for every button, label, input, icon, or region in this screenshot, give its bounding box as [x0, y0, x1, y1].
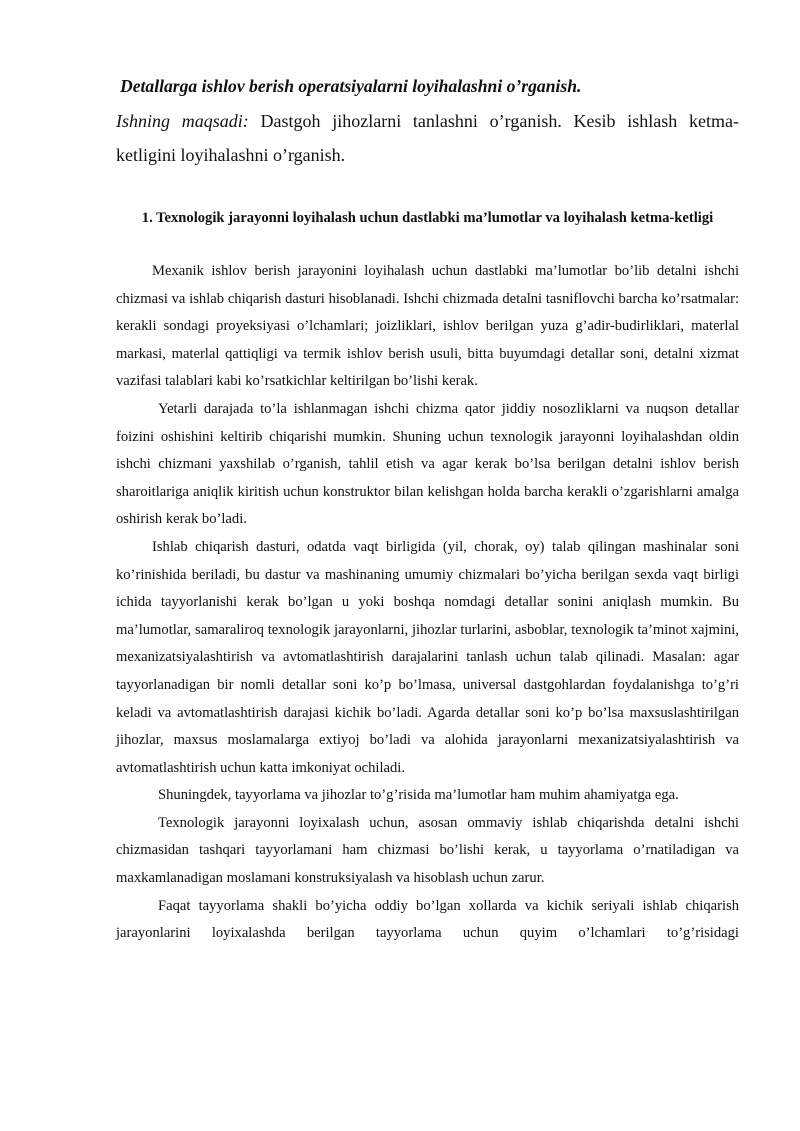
work-goal-label: Ishning maqsadi: — [116, 111, 249, 131]
paragraph-drawing-quality: Yetarli darajada to’la ishlanmagan ishchi chizma qator jiddiy nosozliklarni va nuqson detallar foizini oshishini keltirib chiqarishi mumkin. Shuning uchun texnologik jarayonni loyihalashdan oldin ishchi chizmani yaxshilab o’rganish, tahlil etish va agar kerak bo’lsa berilgan detalni ishlov berish sharoitlariga aniqlik kiritish uchun konstruktor bilan kelishgan holda barcha kerakli o’zgarishlarni amalga oshirish kerak bo’ladi. — [116, 400, 739, 528]
paragraph-production-program: Ishlab chiqarish dasturi, odatda vaqt birligida (yil, chorak, oy) talab qilingan mashinalar soni ko’rinishida beriladi, bu dastur va mashinaning umumiy chizmalari bo’yicha berilgan sexda vaqt birligi ichida tayyorlanishi kerak bo’lgan u yoki boshqa nomdagi detallar sonini aniqlash mumkin. Bu ma’lumotlar, samaraliroq texnologik jarayonlarni, jihozlar turlarini, asboblar, texnologik ta’minot xajmini, mexanizatsiyalashtirish va avtomatlashtirish darajalarini tanlash uchun talab qilinadi. Masalan: agar tayyorlanadigan bir nomli detallar soni ko’p bo’lmasa, universal dastgohlardan foydalanishga to’g’ri keladi va avtomatlashtirish darajasi kichik bo’ladi. Agarda detallar soni ko’p bo’lsa maxsuslashtirilgan jihozlar, maxsus moslamalarga extiyoj bo’ladi va alohida jarayonlarni mexanizatsiyalashtirish va avtomatlashtirish uchun katta imkoniyat ochiladi. — [116, 538, 739, 776]
paragraph-design-requirements: Texnologik jarayonni loyixalash uchun, asosan ommaviy ishlab chiqarishda detalni ishchi chizmasidan tashqari tayyorlamani ham chizmasi bo’lishi kerak, u tayyorlama o’rnatiladigan va maxkamlanadigan moslamani konstruksiyalash va hisoblash uchun zarur. — [116, 814, 739, 887]
work-goal-text: Dastgoh jihozlarni tanlashni o’rganish. Kesib ishlash ketma-ketligini loyihalashni o’rganish. — [116, 111, 740, 165]
paragraph-initial-data: Mexanik ishlov berish jarayonini loyihalash uchun dastlabki ma’lumotlar bo’lib detalni ishchi chizmasi va ishlab chiqarish dasturi hisoblanadi. Ishchi chizmada detalni tasniflovchi barcha ko’rsatmalar: kerakli sondagi proyeksiyasi o’lchamlari; joizliklari, ishlov berilgan yuza g’adir-budirliklari, materlal markasi, materlal qattiqligi va termik ishlov berish usuli, bitta buyumdagi detallar soni, detalni xizmat vazifasi talablari kabi ko’rsatkichlar keltirilgan bo’lishi kerak. — [116, 263, 739, 390]
paragraph-blank-info: Shuningdek, tayyorlama va jihozlar to’g’risida ma’lumotlar ham muhim ahamiyatga ega. — [158, 787, 679, 804]
work-goal — [116, 104, 739, 172]
document-title: Detallarga ishlov berish operatsiyalarni loyihalashni o’rganish. — [120, 76, 582, 96]
body-text — [116, 258, 739, 948]
section-heading: 1. Texnologik jarayonni loyihalash uchun dastlabki ma’lumotlar va loyihalash ketma-ketligi — [141, 210, 714, 226]
paragraph-simple-blanks: Faqat tayyorlama shakli bo’yicha oddiy bo’lgan xollarda va kichik seriyali ishlab chiqarish jarayonlarini loyixalashda berilgan tayyorlama uchun quyim o’lchamlari to’g’risidagi — [116, 897, 739, 942]
